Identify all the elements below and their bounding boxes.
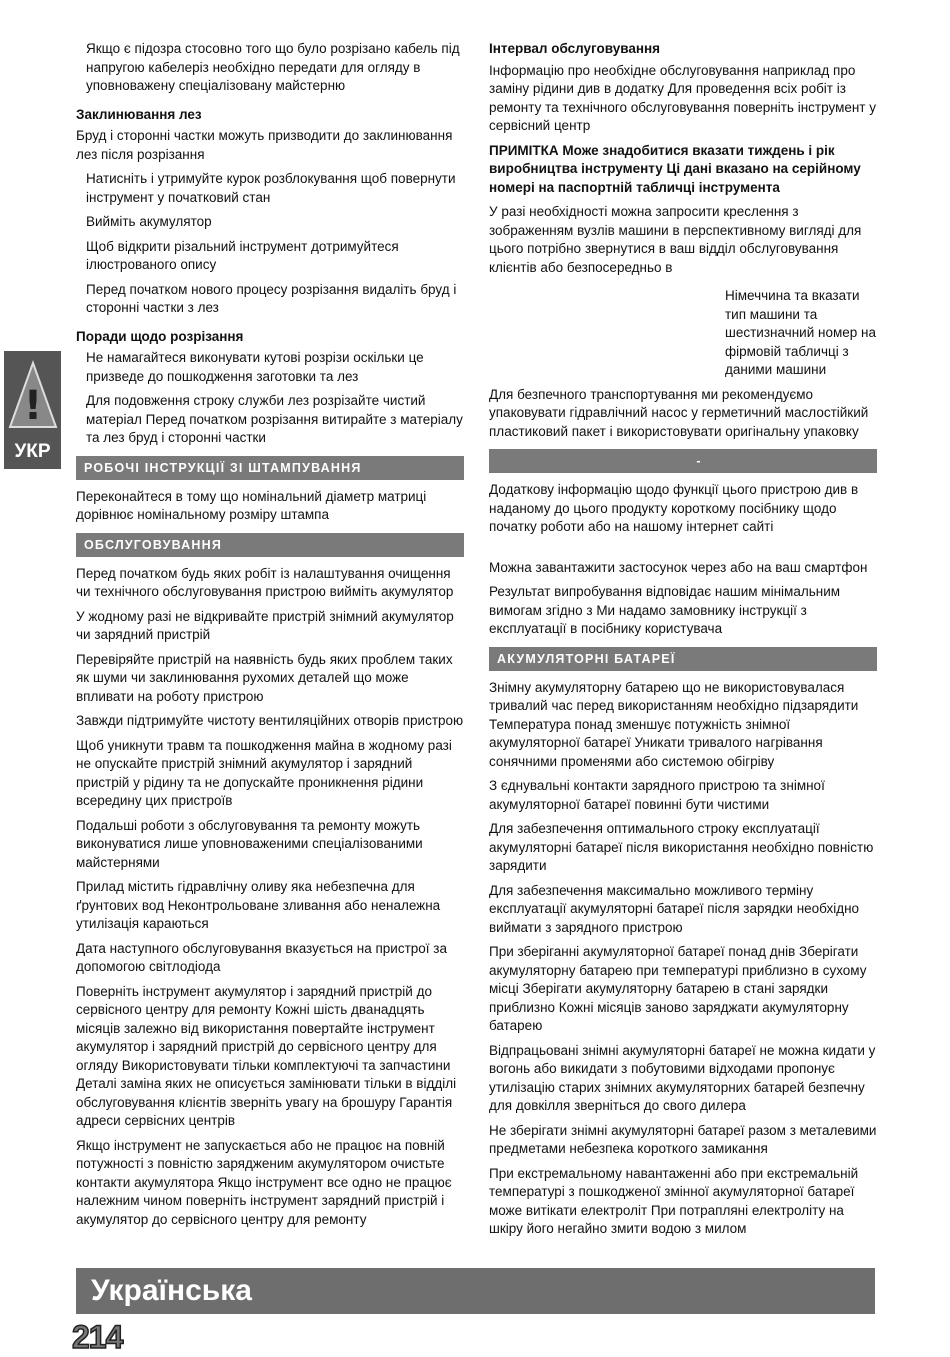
language-title: Українська — [91, 1274, 252, 1307]
drawings-text: У разі необхідності можна запросити креслення з зображенням вузлів машини в перспективному вигляді для цього потрібно звернутися в ваш відділ обслуговування клієнтів або безпосередньо в — [489, 204, 862, 275]
battery-section-bar: АКУМУЛЯТОРНІ БАТАРЕЇ — [489, 647, 877, 671]
service-paragraph: Перевіряйте пристрій на наявність будь яких проблем таких як шуми чи заклинювання рухомих деталей що може впливати на роботу пристрою — [76, 651, 453, 704]
app-text: Можна завантажити застосунок через або на ваш смартфон — [489, 559, 868, 575]
service-paragraph: У жодному разі не відкривайте пристрій знімний акумулятор чи зарядний пристрій — [76, 608, 454, 642]
service-paragraph: Подальші роботи з обслуговування та ремонту можуть виконуватися лише уповноваженими спеціалізованими майстернями — [76, 817, 423, 870]
service-paragraph: Завжди підтримуйте чистоту вентиляційних отворів пристрою — [76, 713, 464, 728]
blades-step: Перед початком нового процесу розрізання видаліть бруд і сторонні частки з лез — [86, 281, 457, 315]
page-number: 214 — [72, 1319, 123, 1355]
stamping-text: Переконайтеся в тому що номінальний діаметр матриці дорівнює номінальному розміру штампа — [76, 488, 427, 522]
test-text: Результат випробування відповідає нашим мінімальним вимогам згідно з Ми надамо замовнику інструкції з експлуатації в посібнику користувача — [489, 584, 841, 636]
note-text: ПРИМІТКА Може знадобитися вказати тиждень і рік виробництва інструменту Ці дані вказано на серійному номері на паспортній табличці інструмента — [489, 142, 861, 195]
tips-heading: Поради щодо розрізання — [76, 328, 244, 344]
service-paragraph: Щоб уникнути травм та пошкодження майна в жодному разі не опускайте пристрій знімний акумулятор і зарядний пристрій у рідину та не допускайте проникнення рідини всередину цих пристроїв — [76, 737, 452, 808]
battery-paragraph: При зберіганні акумуляторної батареї понад днів Зберігати акумуляторну батарею при температурі приблизно в сухому місці Зберігати акумуляторну батарею в стані зарядки приблизно Кожні місяців заново заряджати акумуляторну батарею — [489, 944, 867, 1033]
svg-text:!: ! — [23, 383, 43, 429]
blades-step: Вийміть акумулятор — [86, 214, 212, 229]
service-section-bar: ОБСЛУГОВУВАННЯ — [76, 533, 464, 557]
blades-text: Бруд і сторонні частки можуть призводити до заклинювання лез після розрізання — [76, 128, 453, 162]
tip-item: Не намагайтеся виконувати кутові розрізи оскільки це призведе до пошкодження заготовки та лез — [86, 350, 424, 384]
language-footer-bar — [76, 1268, 875, 1314]
language-side-tab — [4, 351, 61, 469]
battery-paragraph: З єднувальні контакти зарядного пристрою та знімної акумуляторної батареї повинні бути чистими — [489, 778, 825, 812]
battery-paragraph: Для забезпечення оптимального строку експлуатації акумуляторні батареї після використання необхідно повністю зарядити — [489, 821, 874, 873]
right-column — [489, 40, 877, 1245]
battery-paragraph: Знімну акумуляторну батарею що не використовувалася тривалий час перед використанням необхідно підзарядити Температура понад зменшує потужність знімної акумуляторної батареї Уникати тривалого нагрівання сонячними променями або системою обігріву — [489, 679, 859, 769]
intro-text: Якщо є підозра стосовно того що було розрізано кабель під напругою кабелеріз необхідно передати для огляду в уповноважену спеціалізовану майстерню — [86, 41, 460, 93]
language-label: УКР — [14, 441, 51, 462]
tip-item: Для подовження строку служби лез розрізайте чистий матеріал Перед початком розрізання витирайте з матеріалу та лез бруд і сторонні частки — [86, 393, 463, 445]
battery-paragraph: Не зберігати знімні акумуляторні батареї разом з металевими предметами небезпека короткого замикання — [489, 1122, 877, 1156]
interval-text: Інформацію про необхідне обслуговування наприклад про заміну рідини див в додатку Для проведення всіх робіт із ремонту та технічного обслуговування поверніть інструмент у сервісний центр — [489, 62, 876, 133]
left-column — [76, 40, 464, 1235]
battery-paragraph: Для забезпечення максимально можливого терміну експлуатації акумуляторні батареї після зарядки необхідно виймати з зарядного пристрою — [489, 882, 860, 935]
warning-icon — [8, 359, 58, 433]
service-paragraph: Поверніть інструмент акумулятор і зарядний пристрій до сервісного центру для ремонту Кожні шість дванадцять місяців залежно від використання повертайте інструмент акумулятор і зарядний пристрій до сервісного центру для огляду Використовувати тільки комплектуючі та запчастини Деталі заміна яких не описується замінювати тільки в відділі обслуговування клієнтів зверніть увагу на брошуру Гарантія адреси сервісних центрів — [76, 983, 457, 1128]
service-paragraph: Якщо інструмент не запускається або не працює на повній потужності з повністю зарядженим акумулятором очистьте контакти акумулятора Якщо інструмент все одно не працює належним чином поверніть інструмент зарядний пристрій і акумулятор до сервісного центру для ремонту — [76, 1137, 452, 1227]
stamping-section-bar: РОБОЧІ ІНСТРУКЦІЇ ЗІ ШТАМПУВАННЯ — [76, 456, 464, 480]
battery-paragraph: При екстремальному навантаженні або при екстремальній температурі з пошкодженої змінної акумуляторної батареї може витікати електроліт При потрапляні електроліту на шкіру його негайно змити водою з милом — [489, 1165, 859, 1236]
blades-step: Натисніть і утримуйте курок розблокування щоб повернути інструмент у початковий стан — [86, 171, 456, 205]
function-section-bar: - — [489, 449, 877, 473]
blades-heading: Заклинювання лез — [76, 106, 202, 122]
transport-text: Для безпечного транспортування ми рекомендуємо упаковувати гідравлічний насос у герметичний маслостійкий пластиковий пакет і використовувати оригінальну упаковку — [489, 386, 869, 439]
blades-step: Щоб відкрити різальний інструмент дотримуйтеся ілюстрованого опису — [86, 238, 399, 272]
battery-paragraph: Відпрацьовані знімні акумуляторні батареї не можна кидати у вогонь або викидати з побутовими відходами пропонує утилізацію старих знімних акумуляторних батарей безпечну для довкілля зверніться до свого дилера — [489, 1042, 876, 1113]
drawings-text-continued: Німеччина та вказати тип машини та шестизначний номер на фірмовій табличці з даними машини — [725, 288, 876, 377]
function-text: Додаткову інформацію щодо функції цього пристрою див в наданому до цього продукту короткому посібнику щодо початку роботи або на нашому інтернет сайті — [489, 482, 859, 534]
service-paragraph: Прилад містить гідравлічну оливу яка небезпечна для ґрунтових вод Неконтрольоване зливання або неналежна утилізація караються — [76, 879, 441, 931]
interval-heading: Інтервал обслуговування — [489, 41, 661, 56]
service-paragraph: Дата наступного обслуговування вказується на пристрої за допомогою світлодіода — [76, 940, 447, 974]
service-paragraph: Перед початком будь яких робіт із налаштування очищення чи технічного обслуговування пристрою вийміть акумулятор — [76, 565, 454, 599]
